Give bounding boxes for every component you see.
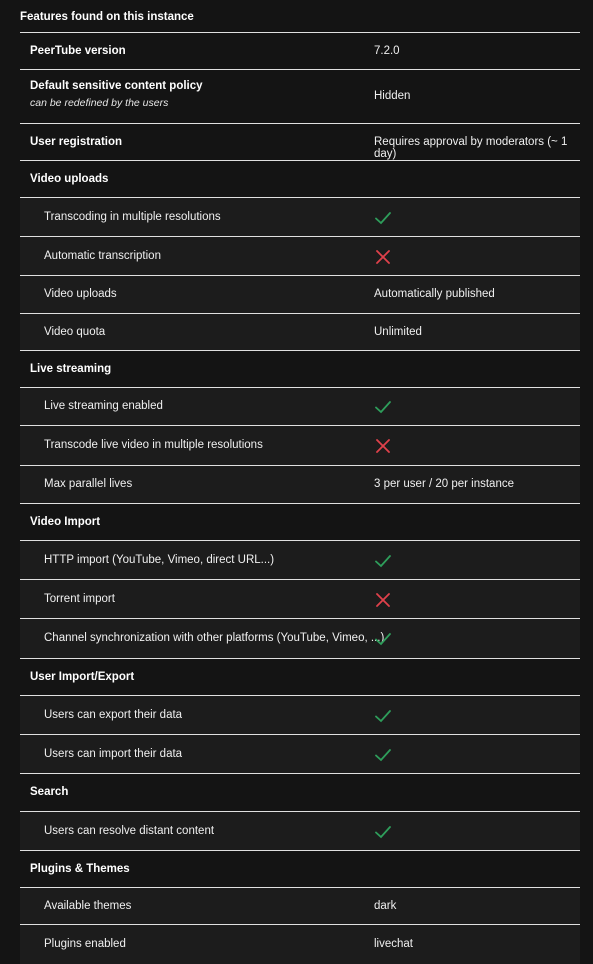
panel-title: Features found on this instance xyxy=(20,11,194,23)
section-title: Video Import xyxy=(30,516,101,528)
feature-row xyxy=(20,69,580,123)
feature-value: Hidden xyxy=(374,90,411,102)
feature-row xyxy=(20,197,580,236)
feature-row xyxy=(20,425,580,465)
feature-label: Users can import their data xyxy=(44,748,183,760)
feature-value: Unlimited xyxy=(374,326,422,338)
section-header xyxy=(20,850,580,887)
feature-row xyxy=(20,275,580,313)
check-icon xyxy=(374,823,392,841)
section-title: User Import/Export xyxy=(30,671,135,683)
section-header xyxy=(20,773,580,811)
section-header xyxy=(20,503,580,540)
feature-label: User registration xyxy=(30,136,123,148)
feature-row xyxy=(20,924,580,964)
feature-label: HTTP import (YouTube, Vimeo, direct URL...) xyxy=(44,554,275,566)
feature-value: 3 per user / 20 per instance xyxy=(374,478,514,490)
section-header xyxy=(20,350,580,387)
check-icon xyxy=(374,746,392,764)
feature-row xyxy=(20,618,580,658)
cross-icon xyxy=(374,437,392,455)
feature-label: Plugins enabled xyxy=(44,938,126,950)
feature-value: Automatically published xyxy=(374,288,495,300)
feature-row xyxy=(20,387,580,425)
feature-row xyxy=(20,887,580,924)
feature-label: PeerTube version xyxy=(30,45,126,57)
feature-value: dark xyxy=(374,900,397,912)
section-header xyxy=(20,658,580,695)
feature-value: livechat xyxy=(374,938,413,950)
feature-label: Transcode live video in multiple resolutions xyxy=(44,439,263,451)
cross-icon xyxy=(374,591,392,609)
check-icon xyxy=(374,630,392,648)
feature-row xyxy=(20,32,580,69)
check-icon xyxy=(374,552,392,570)
feature-row xyxy=(20,811,580,850)
feature-label: Max parallel lives xyxy=(44,478,133,490)
section-title: Live streaming xyxy=(30,363,112,375)
section-header xyxy=(20,160,580,197)
section-title: Plugins & Themes xyxy=(30,863,130,875)
feature-label: Transcoding in multiple resolutions xyxy=(44,211,221,223)
feature-label: Users can resolve distant content xyxy=(44,825,215,837)
check-icon xyxy=(374,398,392,416)
feature-value: Requires approval by moderators (~ 1 day) xyxy=(374,136,568,160)
feature-label: Video quota xyxy=(44,326,106,338)
section-title: Search xyxy=(30,786,69,798)
feature-row xyxy=(20,579,580,618)
feature-label: Channel synchronization with other platforms (YouTube, Vimeo, ...) xyxy=(44,632,385,644)
feature-label: Torrent import xyxy=(44,593,115,605)
feature-row xyxy=(20,540,580,579)
feature-label: Users can export their data xyxy=(44,709,183,721)
feature-row xyxy=(20,313,580,350)
feature-label: Automatic transcription xyxy=(44,250,161,262)
feature-label: Available themes xyxy=(44,900,132,912)
check-icon xyxy=(374,209,392,227)
feature-row xyxy=(20,734,580,773)
cross-icon xyxy=(374,248,392,266)
feature-label: Video uploads xyxy=(44,288,117,300)
section-title: Video uploads xyxy=(30,173,109,185)
check-icon xyxy=(374,707,392,725)
feature-value: 7.2.0 xyxy=(374,45,400,57)
feature-row xyxy=(20,465,580,503)
feature-sublabel: can be redefined by the users xyxy=(30,97,169,109)
feature-row xyxy=(20,236,580,275)
feature-label: Default sensitive content policy xyxy=(30,80,203,92)
feature-row xyxy=(20,695,580,734)
feature-label: Live streaming enabled xyxy=(44,400,163,412)
feature-row xyxy=(20,123,580,160)
